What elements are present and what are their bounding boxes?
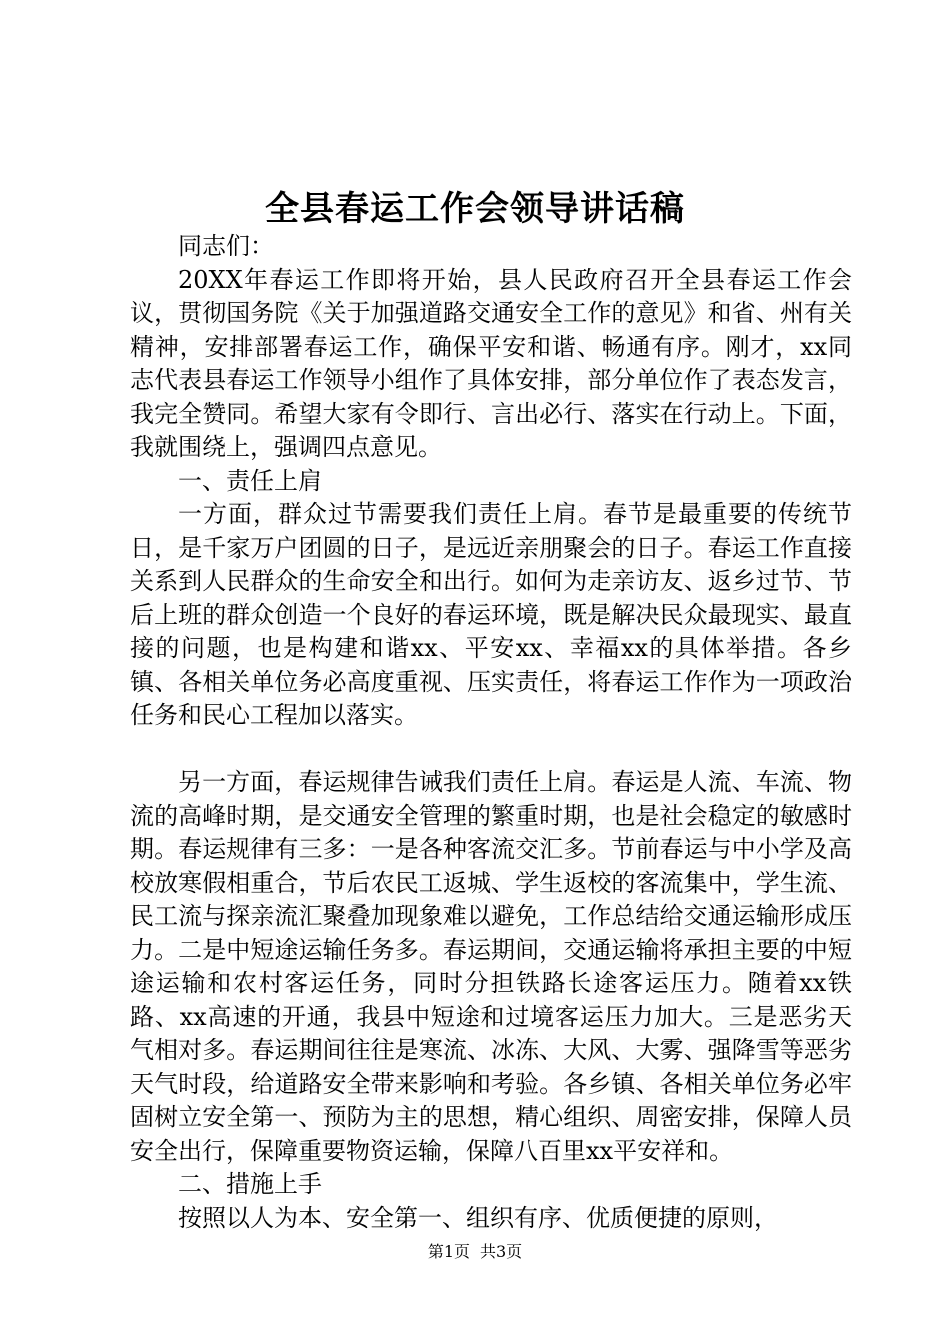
page-footer <box>0 1241 950 1263</box>
page-number: 第1页 <box>427 1242 470 1261</box>
paragraph-1: 一方面，群众过节需要我们责任上肩。春节是最重要的传统节日，是千家万户团圆的日子，是远近亲朋聚会的日子。春运工作直接关系到人民群众的生命安全和出行。如何为走亲访友、返乡过节、节后上班的群众创造一个良好的春运环境，既是解决民众最现实、最直接的问题，也是构建和谐xx、平安xx、幸福xx的具体举措。各乡镇、各相关单位务必高度重视、压实责任，将春运工作作为一项政治任务和民心工程加以落实。 <box>130 500 852 729</box>
document-body <box>130 230 852 1235</box>
paragraph-2: 另一方面，春运规律告诫我们责任上肩。春运是人流、车流、物流的高峰时期，是交通安全管理的繁重时期，也是社会稳定的敏感时期。春运规律有三多：一是各种客流交汇多。节前春运与中小学及高校放寒假相重合，节后农民工返城、学生返校的客流集中，学生流、民工流与探亲流汇聚叠加现象难以避免，工作总结给交通运输形成压力。二是中短途运输任务多。春运期间，交通运输将承担主要的中短途运输和农村客运任务，同时分担铁路长途客运压力。随着xx铁路、xx高速的开通，我县中短途和过境客运压力加大。三是恶劣天气相对多。春运期间往往是寒流、冰冻、大风、大雾、强降雪等恶劣天气时段，给道路安全带来影响和考验。各乡镇、各相关单位务必牢固树立安全第一、预防为主的思想，精心组织、周密安排，保障人员安全出行，保障重要物资运输，保障八百里xx平安祥和。 <box>130 768 852 1165</box>
section-heading-2: 二、措施上手 <box>178 1170 322 1198</box>
section-heading-1: 一、责任上肩 <box>178 466 322 495</box>
document-title: 全县春运工作会领导讲话稿 <box>265 189 685 229</box>
paragraph-spacer <box>130 733 852 767</box>
page-total: 共3页 <box>480 1242 523 1261</box>
greeting: 同志们： <box>178 232 274 260</box>
paragraph-3: 按照以人为本、安全第一、组织有序、优质便捷的原则， <box>178 1203 778 1232</box>
paragraph-intro: 20XX年春运工作即将开始，县人民政府召开全县春运工作会议，贯彻国务院《关于加强道路交通安全工作的意见》和省、州有关精神，安排部署春运工作，确保平安和谐、畅通有序。刚才，xx同志代表县春运工作领导小组作了具体安排，部分单位作了表态发言，我完全赞同。希望大家有令即行、言出必行、落实在行动上。下面，我就围绕上，强调四点意见。 <box>130 265 852 461</box>
